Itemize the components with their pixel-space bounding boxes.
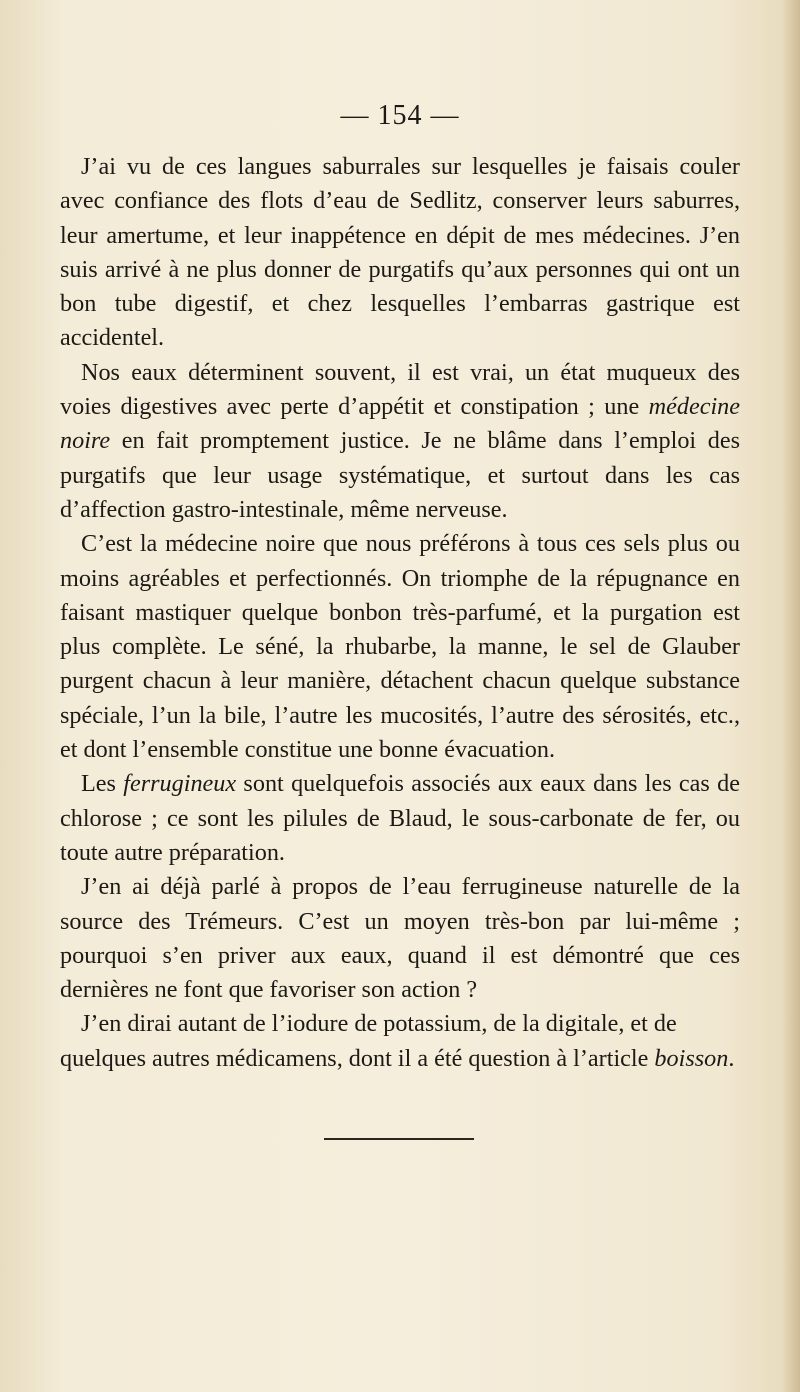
- text-run: en fait promptement justice. Je ne blâme dans l’emploi des purgatifs que leur usage systématique, et surtout dans les cas d’affection gastro-intestinale, même nerveuse.: [60, 427, 740, 523]
- text-run: C’est la médecine noire que nous préférons à tous ces sels plus ou moins agréables et perfectionnés. On triomphe de la répugnance en faisant mastiquer quelque bonbon très-parfumé, et la purgation est plus complète. Le séné, la rhubarbe, la manne, le sel de Glauber purgent chacun à leur manière, détachent chacun quelque substance spéciale, l’un la bile, l’autre les mucosités, l’autre des sérosités, etc., et dont l’ensemble constitue une bonne évacuation.: [60, 530, 740, 764]
- paragraph: [60, 1007, 740, 1076]
- paragraph: [60, 527, 740, 767]
- page-number: — 154 —: [340, 100, 460, 131]
- italic-term: ferrugineux: [123, 770, 237, 798]
- text-run: J’en dirai autant de l’iodure de potassium, de la digitale, et de quelques autres médicamens, dont il a été question à l’article: [60, 1010, 677, 1072]
- page-edge-shadow: [782, 0, 800, 1392]
- end-rule-divider: [324, 1138, 474, 1140]
- paragraph: [60, 767, 740, 870]
- text-run: J’en ai déjà parlé à propos de l’eau ferrugineuse naturelle de la source des Trémeurs. C’est un moyen très-bon par lui-même ; pourquoi s’en priver aux eaux, quand il est démontré que ces dernières ne font que favoriser son action ?: [60, 873, 740, 1004]
- italic-term: boisson: [654, 1044, 729, 1072]
- paragraph: [60, 150, 740, 356]
- paragraph: [60, 356, 740, 527]
- text-run: J’ai vu de ces langues saburrales sur lesquelles je faisais couler avec confiance des flots d’eau de Sedlitz, conserver leurs saburres, leur amertume, et leur inappétence en dépit de mes médecines. J’en suis arrivé à ne plus donner de purgatifs qu’aux personnes qui ont un bon tube digestif, et chez lesquelles l’embarras gastrique est accidentel.: [60, 153, 740, 352]
- italic-term: médecine noire: [60, 393, 740, 455]
- text-run: Les: [81, 770, 124, 798]
- paragraph: [60, 870, 740, 1007]
- text-run: Nos eaux déterminent souvent, il est vrai, un état muqueux des voies digestives avec perte d’appétit et constipation ; une: [60, 358, 740, 421]
- body-text: [60, 150, 740, 1076]
- text-run: .: [728, 1044, 735, 1072]
- text-run: sont quelquefois associés aux eaux dans les cas de chlorose ; ce sont les pilules de Blaud, le sous-carbonate de fer, ou toute autre préparation.: [60, 770, 740, 866]
